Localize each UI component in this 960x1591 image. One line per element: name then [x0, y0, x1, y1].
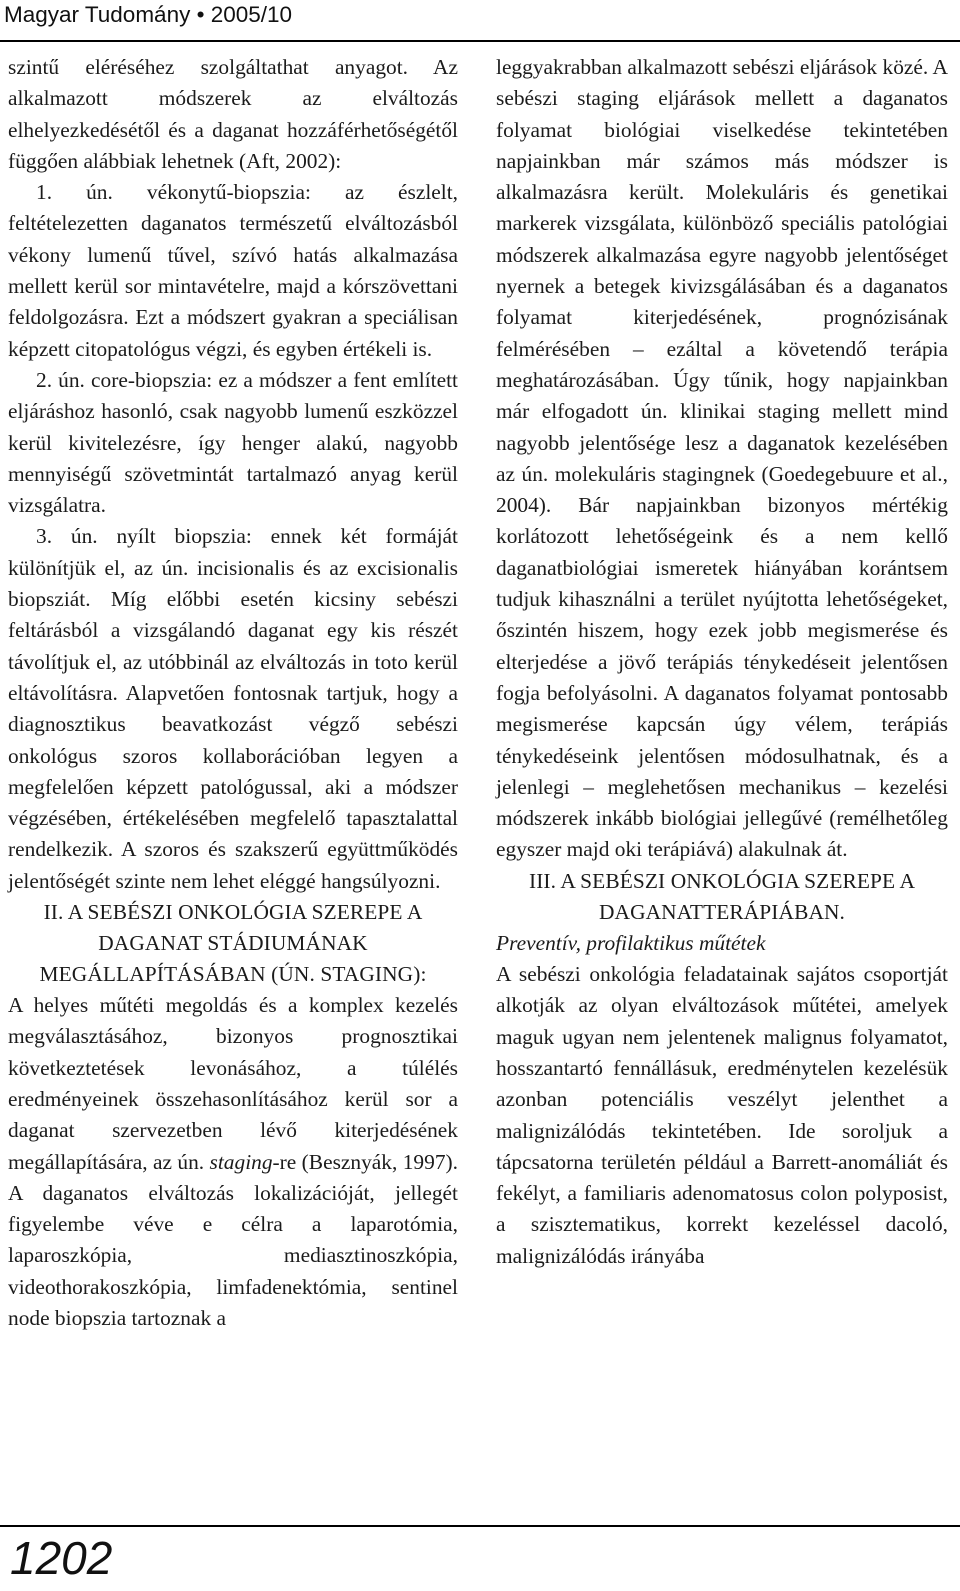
paragraph: A sebészi onkológia feladatainak sajátos csoportját alkotják az olyan elváltozások műtétei, amelyek maguk ugyan nem jelentenek malignus folyamatot, hosszantartó fennállásuk, eredménytelen kezelésük azonban potenciális veszélyt jelenthet a malignizálódás tekintetében. Ide soroljuk a tápcsatorna területén például a Barrett-anomáliát és fekélyt, a familiaris adenomatosus colon polyposist, a szisztematikus, korrekt kezeléssel dacoló, malignizálódás irányába — [496, 962, 948, 1268]
paragraph: leggyakrabban alkalmazott sebészi eljárások közé. A sebészi staging eljárások mellett a daganatos folyamat biológiai viselkedése tekintetében napjainkban már számos más módszer is alkalmazásra került. Molekuláris és genetikai markerek vizsgálata, különböző speciális patológiai módszerek alkalmazása egyre nagyobb jelentőséget nyernek a betegek kivizsgálásában és a daganatos folyamat kiterjedésének, prognózisának felmérésében – ezáltal a követendő terápia meghatározásában. Úgy tűnik, hogy napjainkban már elfogadott ún. klinikai staging mellett mind nagyobb jelentősége lesz a daganatok kezelésében az ún. molekuláris stagingnek (Goedegebuure et al., 2004). Bár napjainkban bizonyos mértékig korlátozott lehetőségeink és a nem kellő daganatbiológiai ismeretek hiányában korántsem tudjuk kihasználni a terület nyújtotta lehetőségeket, őszintén hiszem, hogy ezek jobb megismerése és elterjedése a jövő terápiás ténykedéseit jelentősen fogja befolyásolni. A daganatos folyamat pontosabb megismerése kapcsán úgy vélem, terápiás ténykedéseink jelentősen módosulhatnak, és a jelenlegi – meglehetősen mechanikus – kezelési módszerek inkább biológiai jellegűvé (remélhetőleg egyszer majd oki terápiává) alakulnak át. — [496, 55, 948, 862]
paragraph: szintű eléréséhez szolgáltathat anyagot. Az alkalmazott módszerek az elváltozás elhelyezkedésétől és a daganat hozzáférhetőségétől függően alábbiak lehetnek (Aft, 2002): — [8, 55, 458, 173]
paragraph-text: A helyes műtéti megoldás és a komplex kezelés megválasztásához, bizonyos prognosztikai következtetések levonásához, a túlélés eredményeinek összehasonlításához kerül sor a daganat szervezetben lévő kiterjedésének megállapítására, az ún. — [8, 993, 458, 1174]
header-bar — [0, 0, 960, 42]
page-number: 1202 — [10, 1532, 113, 1584]
running-head: Magyar Tudomány • 2005/10 — [4, 2, 293, 27]
italic-term: staging — [209, 1149, 273, 1174]
section-heading: III. A SEBÉSZI ONKOLÓGIA SZEREPE A DAGANATTERÁPIÁBAN. — [528, 868, 916, 924]
right-column — [496, 52, 948, 1272]
paragraph-text: -re (Besznyák, 1997). A daganatos elváltozás lokalizációját, jellegét figyelembe véve e célra a laparotómia, laparoszkópia, mediasztinoszkópia, videothorakoszkópia, limfadenektómia, sentinel node biopszia tartoznak a — [8, 1149, 458, 1330]
paragraph: 1. ún. vékonytű-biopszia: az észlelt, feltételezetten daganatos természetű elváltozásból vékony lumenű tűvel, szívó hatás alkalmazása mellett kerül sor mintavételre, majd a kórszövettani feldolgozásra. Ezt a módszert gyakran a speciálisan képzett citopatológus végzi, és egyben értékeli is. — [8, 180, 458, 361]
subheading: Preventív, profilaktikus műtétek — [496, 930, 766, 955]
footer-rule — [0, 1525, 960, 1527]
left-column — [8, 52, 458, 1334]
section-heading: II. A SEBÉSZI ONKOLÓGIA SZEREPE A DAGANAT STÁDIUMÁNAK MEGÁLLAPÍTÁSÁBAN (ÚN. STAGING): — [39, 900, 427, 987]
paragraph: 2. ún. core-biopszia: ez a módszer a fent említett eljáráshoz hasonló, csak nagyobb lumenű eszközzel kerül kivitelezésre, így henger alakú, nagyobb mennyiségű szövetmintát tartalmazó anyag kerül vizsgálatra. — [8, 367, 458, 518]
paragraph — [8, 990, 458, 1334]
paragraph: 3. ún. nyílt biopszia: ennek két formáját különítjük el, az ún. incisionalis és az excisionalis biopsziát. Míg előbbi esetén kicsiny sebészi feltárásból a vizsgálandó daganat egy kis részét távolítjuk el, az utóbbinál az elváltozás in toto kerül eltávolításra. Alapvetően fontosnak tartjuk, hogy a diagnosztikus beavatkozást végző sebészi onkológus szoros kollaborációban legyen a megfelelően képzett patológussal, aki a módszer végzésében, értékelésében megfelelő tapasztalattal rendelkezik. A szoros és szakszerű együttműködés jelentőségét szinte nem lehet eléggé hangsúlyozni. — [8, 524, 458, 893]
